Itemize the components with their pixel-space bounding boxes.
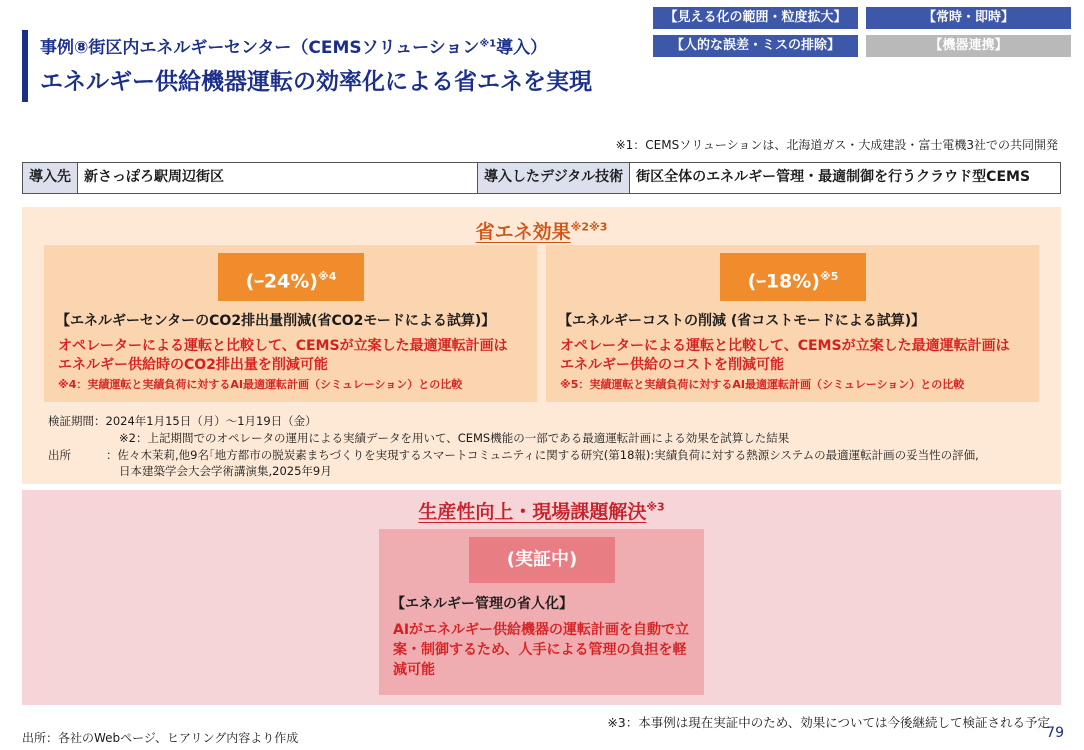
co2-card-body: オペレーターによる運転と比較して、CEMSが立案した最適運転計画は エネルギー供給時のCO2排出量を削減可能 (58, 338, 508, 373)
co2-value-badge: (ｰ24%)$^{※4}$ (218, 253, 364, 301)
cost-card (546, 245, 1039, 402)
cost-value-badge: (ｰ18%)$^{※5}$ (720, 253, 866, 301)
source-line-2: 日本建築学会大会学術講演集,2025年9月 (119, 464, 332, 478)
co2-card-title: 【エネルギーセンターのCO2排出量削減(省CO2モードによる試算)】 (56, 313, 496, 329)
title-accent-bar (22, 30, 28, 102)
energy-saving-section (22, 207, 1061, 484)
tech-label: 導入したデジタル技術 (478, 163, 630, 193)
productivity-section (22, 490, 1061, 705)
page-title: エネルギー供給機器運転の効率化による省エネを実現 (40, 69, 592, 95)
cost-card-body: オペレーターによる運転と比較して、CEMSが立案した最適運転計画は エネルギー供給のコストを削減可能 (560, 338, 1010, 373)
labor-saving-body: AIがエネルギー供給機器の運転計画を自動で立案・制御するため、人手による管理の負担を軽減可能 (393, 622, 690, 678)
source-line-1: ：佐々木茉莉,他9名｢地方都市の脱炭素まちづくりを実現するスマートコミュニティに関する研究(第18報):実績負荷に対する熱源システムの最適運転計画の妥当性の評価, (106, 448, 979, 462)
tag-realtime: 【常時・即時】 (866, 7, 1071, 29)
cost-card-note: ※5：実績運転と実績負荷に対するAI最適運転計画（シミュレーション）との比較 (560, 378, 965, 391)
tag-human-error: 【人的な誤差・ミスの排除】 (653, 35, 858, 57)
page-subtitle: 事例⑧街区内エネルギーセンター（CEMSソリューション$^{※1}$導入） (40, 38, 548, 58)
tag-visibility-scope: 【見える化の範囲・粒度拡大】 (653, 7, 858, 29)
page-source: 出所：各社のWebページ、ヒアリング内容より作成 (22, 731, 299, 745)
labor-saving-card (379, 529, 704, 695)
tag-device-link: 【機器連携】 (866, 35, 1071, 57)
footnote-3: ※3：本事例は現在実証中のため、効果については今後継続して検証される予定 (607, 715, 1050, 730)
co2-card-note: ※4：実績運転と実績負荷に対するAI最適運転計画（シミュレーション）との比較 (58, 378, 463, 391)
energy-saving-heading: 省エネ効果$^{※2※3}$ (475, 220, 608, 243)
page-number: 79 (1046, 725, 1064, 741)
verification-period: 検証期間：2024年1月15日（月）～1月19日（金） (48, 414, 317, 428)
dest-label: 導入先 (23, 163, 78, 193)
labor-saving-title: 【エネルギー管理の省人化】 (391, 596, 573, 612)
co2-card (44, 245, 537, 402)
tech-value: 街区全体のエネルギー管理・最適制御を行うクラウド型CEMS (636, 169, 1031, 185)
status-badge: (実証中) (469, 537, 615, 583)
footnote-2: ※2：上記期間でのオペレータの運用による実績データを用いて、CEMS機能の一部である最適運転計画による効果を試算した結果 (119, 431, 790, 445)
footnote-1: ※1：CEMSソリューションは、北海道ガス・大成建設・富士電機3社での共同開発 (615, 138, 1058, 152)
dest-value: 新さっぽろ駅周辺街区 (78, 163, 478, 193)
productivity-heading: 生産性向上・現場課題解決$^{※3}$ (418, 500, 665, 523)
cost-card-title: 【エネルギーコストの削減 (省コストモードによる試算)】 (558, 313, 926, 329)
info-table (22, 162, 1061, 194)
source-label: 出所 (48, 448, 71, 462)
